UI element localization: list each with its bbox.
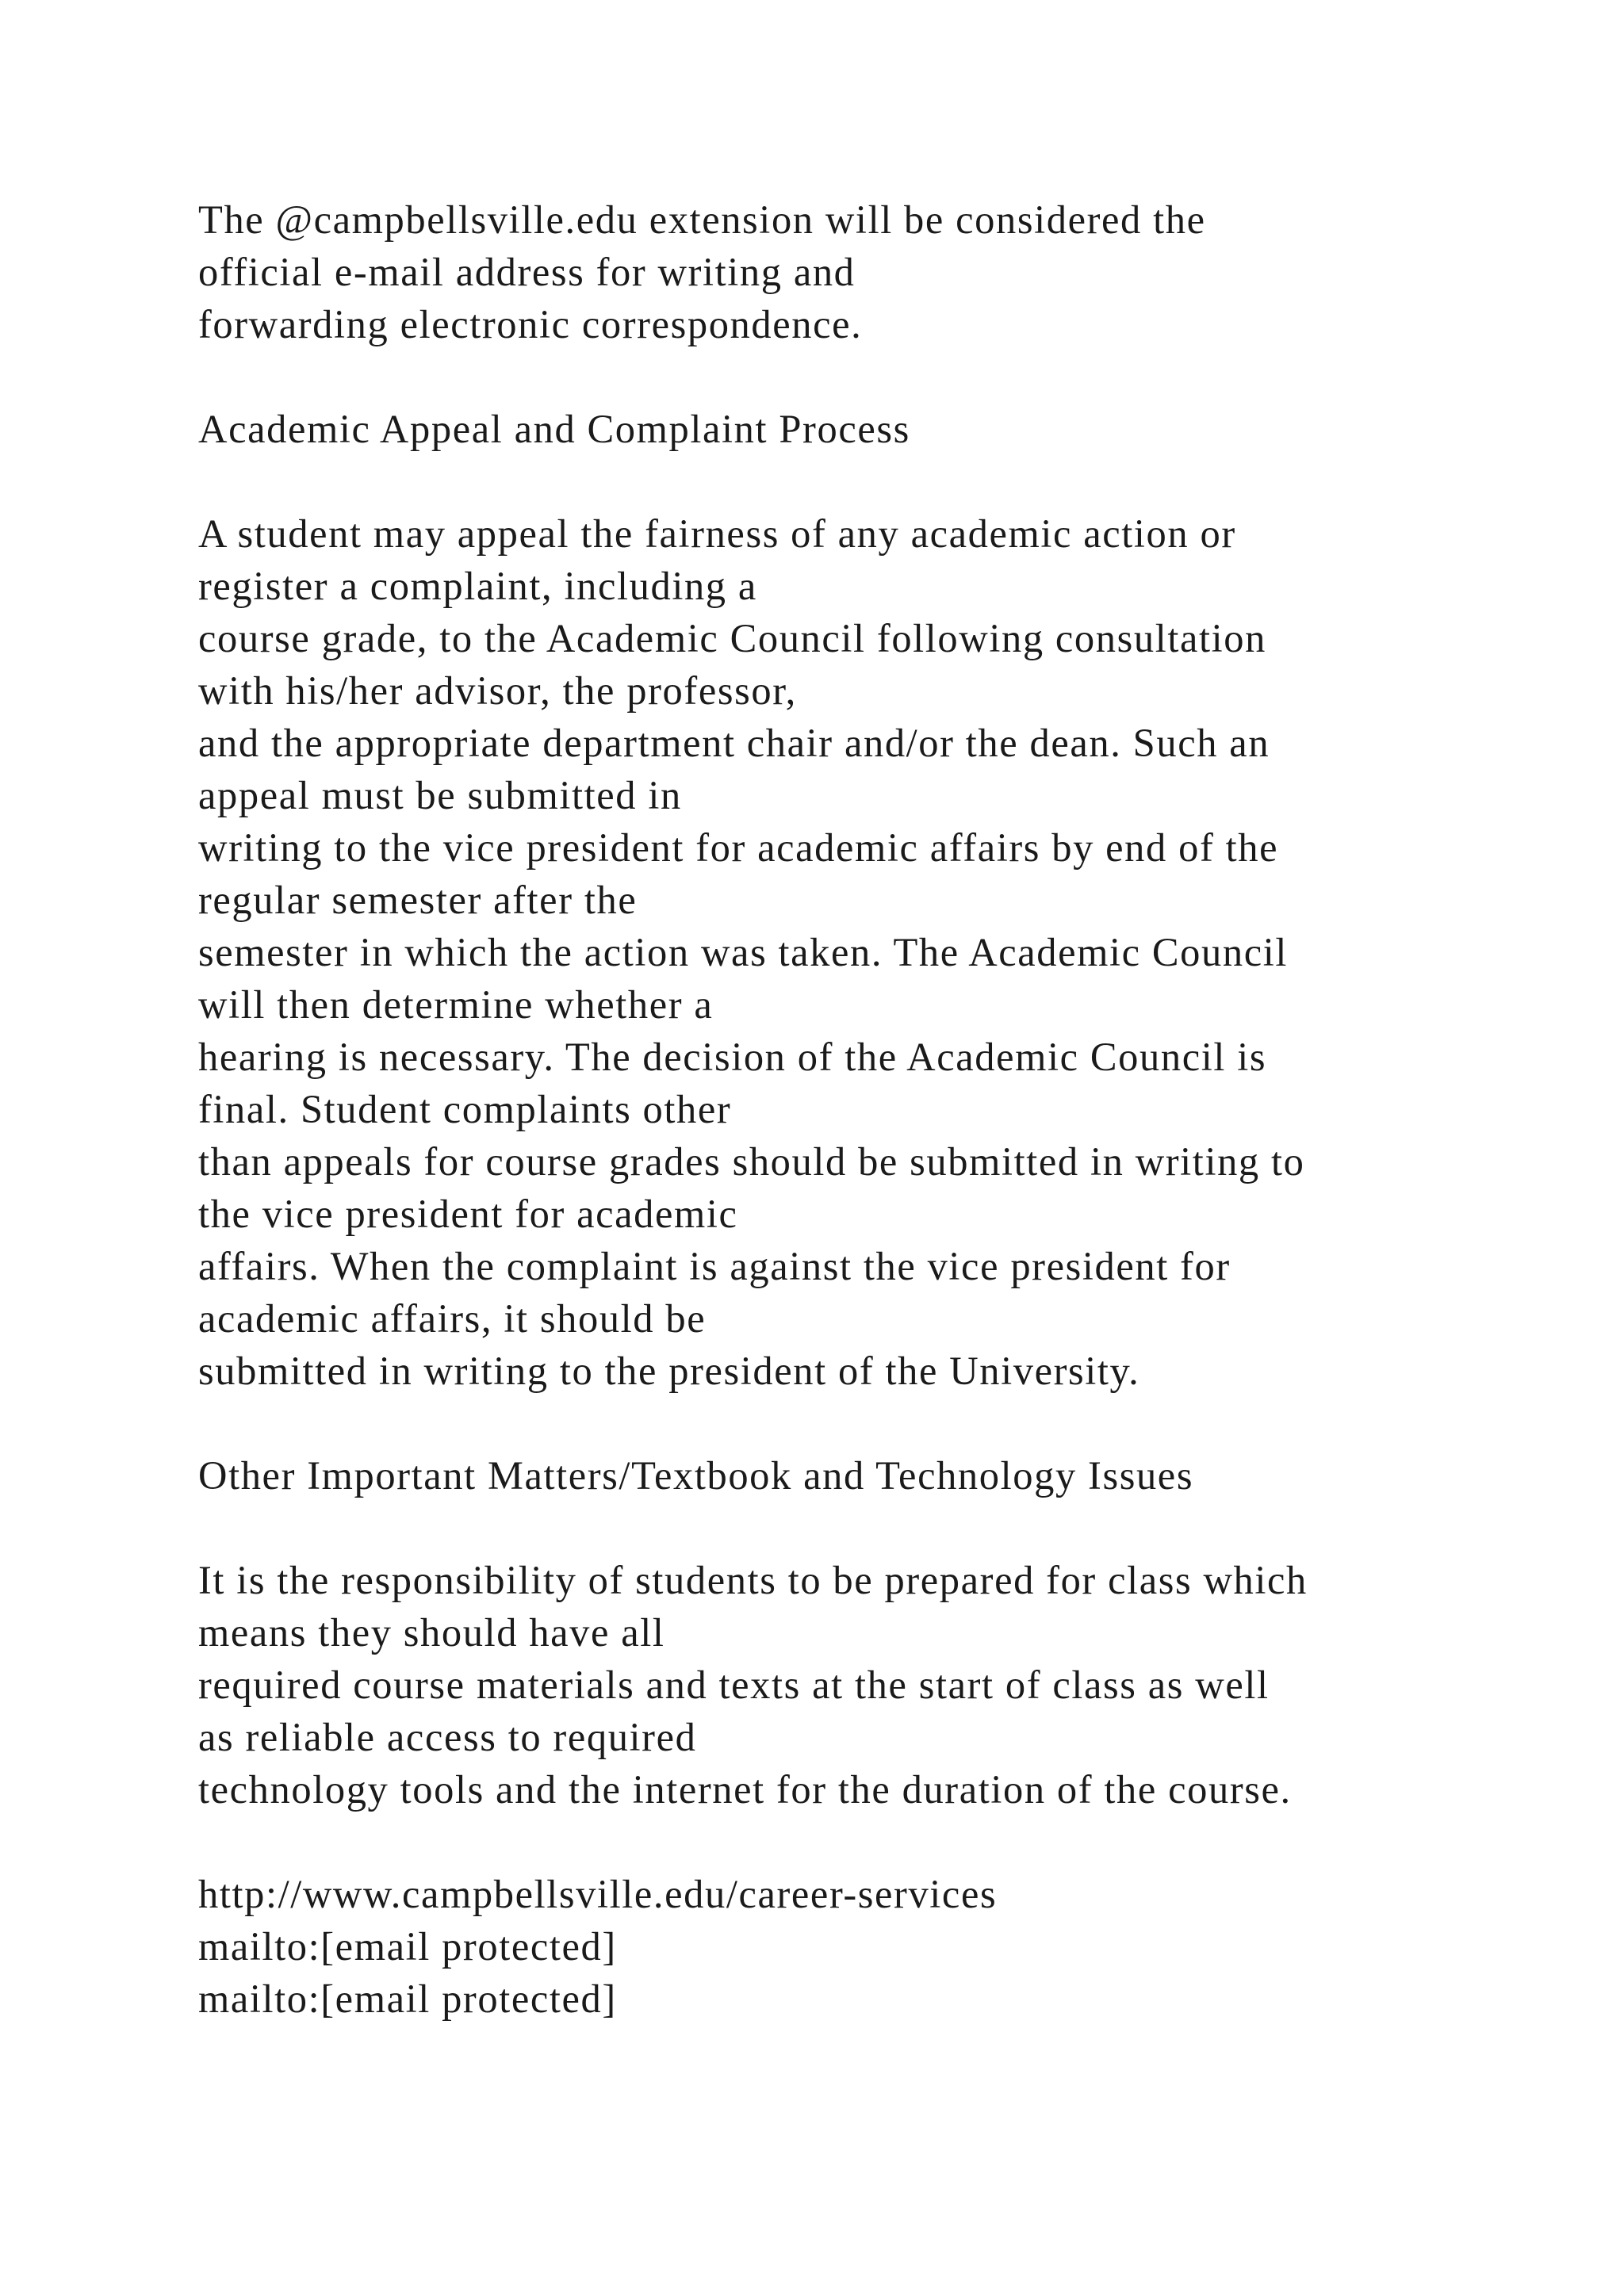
heading-other-matters: Other Important Matters/Textbook and Technology Issues — [198, 1453, 1194, 1498]
text-line: It is the responsibility of students to be prepared for class which — [198, 1558, 1308, 1602]
text-line: semester in which the action was taken. The Academic Council — [198, 930, 1289, 974]
spacer — [198, 1502, 1546, 1554]
text-line: affairs. When the complaint is against the vice president for — [198, 1244, 1231, 1288]
text-line: the vice president for academic — [198, 1192, 738, 1236]
text-line: with his/her advisor, the professor, — [198, 668, 797, 713]
text-line: means they should have all — [198, 1610, 665, 1655]
text-line: than appeals for course grades should be submitted in writing to — [198, 1139, 1305, 1184]
spacer — [198, 350, 1546, 403]
link-list — [198, 1868, 1546, 2025]
paragraph-email — [198, 193, 1546, 350]
career-services-url: http://www.campbellsville.edu/career-services — [198, 1872, 998, 1916]
text-line: course grade, to the Academic Council following consultation — [198, 616, 1266, 660]
text-line: hearing is necessary. The decision of the Academic Council is — [198, 1035, 1267, 1079]
spacer — [198, 455, 1546, 507]
text-line: and the appropriate department chair and/or the dean. Such an — [198, 721, 1270, 765]
paragraph-appeal — [198, 507, 1546, 1397]
document-body — [198, 193, 1546, 2025]
paragraph-other-matters — [198, 1554, 1546, 1816]
text-line: academic affairs, it should be — [198, 1296, 707, 1341]
text-line: required course materials and texts at the start of class as well — [198, 1663, 1270, 1707]
spacer — [198, 1397, 1546, 1449]
heading-appeal: Academic Appeal and Complaint Process — [198, 407, 910, 451]
text-line: forwarding electronic correspondence. — [198, 302, 863, 346]
text-line: technology tools and the internet for the duration of the course. — [198, 1767, 1292, 1812]
text-line: register a complaint, including a — [198, 564, 757, 608]
text-line: A student may appeal the fairness of any academic action or — [198, 511, 1236, 556]
mailto-link: mailto:[email protected] — [198, 1924, 617, 1969]
text-line: appeal must be submitted in — [198, 773, 682, 817]
text-line: will then determine whether a — [198, 982, 714, 1027]
mailto-link: mailto:[email protected] — [198, 1976, 617, 2021]
text-line: official e-mail address for writing and — [198, 250, 856, 294]
text-line: as reliable access to required — [198, 1715, 697, 1759]
text-line: writing to the vice president for academic affairs by end of the — [198, 825, 1279, 870]
text-line: regular semester after the — [198, 878, 638, 922]
spacer — [198, 1816, 1546, 1868]
text-line: final. Student complaints other — [198, 1087, 732, 1131]
text-line: submitted in writing to the president of the University. — [198, 1349, 1140, 1393]
text-line: The @campbellsville.edu extension will be considered the — [198, 197, 1206, 242]
